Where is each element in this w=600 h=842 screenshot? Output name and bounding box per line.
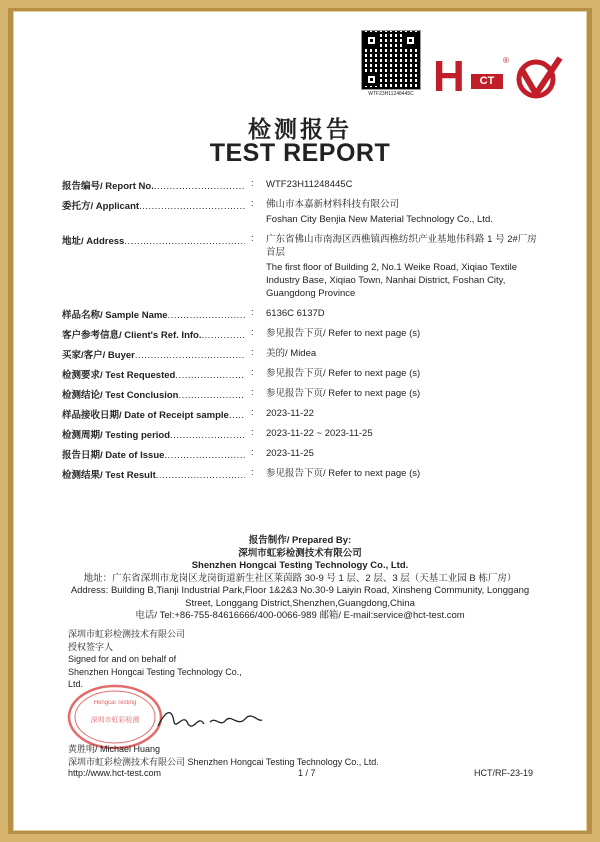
field-value: WTF23H11248445C <box>266 179 353 190</box>
field-value: 2023-11-22 ~ 2023-11-25 <box>266 428 373 439</box>
field-value: 佛山市本嘉新材料科技有限公司 Foshan City Benjia New Material Technology Co., Ltd. <box>266 199 493 225</box>
report-fields <box>62 178 542 487</box>
authorized-signatory: 授权签字人 <box>68 641 114 652</box>
sign-company-ltd: Ltd. <box>68 679 84 689</box>
field-label: 样品名称/ Sample Name ..... <box>62 307 245 321</box>
field-value: 参见报告下页/ Refer to next page (s) <box>266 388 421 399</box>
qr-code <box>361 30 421 90</box>
footer-page: 1 / 7 <box>298 768 316 778</box>
field-label: 委托方/ Applicant ..... <box>62 198 245 212</box>
prepared-address-en: Address: Building B,Tianji Industrial Park,Floor 1&2&3 No.30-9 Laiyin Road, Xinsheng Community, Longgang Street, Longgang District,Shenzhen,Guangdong,China <box>70 585 530 609</box>
prepared-address-cn: 地址：广东省深圳市龙岗区龙岗街道新生社区莱茵路 30-9 号 1 层、2 层、3 层（天基工业园 B 栋厂房） <box>83 572 517 584</box>
field-row: 报告日期/ Date of Issue ..... : 2023-11-25 <box>62 447 542 460</box>
field-value: 2023-11-22 <box>266 408 314 419</box>
field-row: 检测要求/ Test Requested ..... : 参见报告下页/ Refer to next page (s) <box>62 367 542 380</box>
title-english: TEST REPORT <box>209 139 391 167</box>
field-label: 样品接收日期/ Date of Receipt sample ..... <box>62 407 245 421</box>
field-row: 买家/客户/ Buyer ..... : 美的/ Midea <box>62 347 542 360</box>
prepared-by-block <box>14 535 586 623</box>
field-row: 检测周期/ Testing period ..... : 2023-11-22 ~ 2023-11-25 <box>62 427 542 440</box>
prepared-contact: 电话/ Tel:+86-755-84616666/400-0066-989 邮箱/ E-mail:service@hct-test.com <box>135 610 465 621</box>
field-row: 报告编号/ Report No. ..... : WTF23H11248445C <box>62 178 542 191</box>
field-row: 样品名称/ Sample Name ..... : 6136C 6137D <box>62 307 542 320</box>
field-value: 参见报告下页/ Refer to next page (s) <box>266 368 421 379</box>
svg-text:Hongcai Testing: Hongcai Testing <box>93 700 137 706</box>
footer-code: HCT/RF-23-19 <box>473 768 533 778</box>
field-row: 客户参考信息/ Client's Ref. Info. ..... : 参见报告下页/ Refer to next page (s) <box>62 327 542 340</box>
field-label: 地址/ Address ..... <box>62 233 245 247</box>
field-label: 报告日期/ Date of Issue ..... <box>62 447 245 461</box>
field-label: 报告编号/ Report No. ..... <box>62 178 245 192</box>
prepared-heading: 报告制作/ Prepared By: <box>248 535 352 546</box>
qr-caption: WTF23H11248445C <box>368 91 414 97</box>
field-value: 2023-11-25 <box>266 448 314 459</box>
field-label: 买家/客户/ Buyer ..... <box>62 347 245 361</box>
footer-url[interactable]: http://www.hct-test.com <box>68 768 162 778</box>
field-row: 检测结果/ Test Result ..... : 参见报告下页/ Refer to next page (s) <box>62 467 542 480</box>
field-value: 参见报告下页/ Refer to next page (s) <box>266 468 421 479</box>
signer-company: 深圳市虹彩检测技术有限公司 Shenzhen Hongcai Testing Technology Co., Ltd. <box>68 756 379 767</box>
field-value: 参见报告下页/ Refer to next page (s) <box>266 328 421 339</box>
signer-block <box>68 743 379 768</box>
hct-logo: H CT ® <box>433 52 509 101</box>
sign-company-en: Shenzhen Hongcai Testing Technology Co., <box>68 666 242 677</box>
prepared-company-cn: 深圳市虹彩检测技术有限公司 <box>238 547 362 559</box>
field-value: 6136C 6137D <box>266 308 325 319</box>
report-page <box>14 12 586 830</box>
field-label: 客户参考信息/ Client's Ref. Info. ..... <box>62 327 245 341</box>
field-row: 检测结论/ Test Conclusion ..... : 参见报告下页/ Refer to next page (s) <box>62 387 542 400</box>
field-value: 广东省佛山市南海区西樵镇西樵纺织产业基地伟科路 1 号 2#厂房首层 The first floor of Building 2, No.1 Weike Road, Xiqiao Textile Industry Base, Xiqiao Town, Nanhai District, Foshan City, Guangdong Province <box>266 234 537 299</box>
company-seal-stamp <box>66 682 164 752</box>
field-row: 地址/ Address ..... : 广东省佛山市南海区西樵镇西樵纺织产业基地伟科路 1 号 2#厂房首层 The first floor of Building 2, No.1 Weike Road, Xiqiao Textile Industry Base, Xiqiao Town, Nanhai District, Foshan City, Guangdong Province <box>62 233 542 300</box>
prepared-company-en: Shenzhen Hongcai Testing Technology Co., Ltd. <box>191 560 409 571</box>
sign-company-cn: 深圳市虹彩检测技术有限公司 <box>68 629 186 639</box>
certification-check-icon <box>514 52 564 102</box>
field-value: 美的/ Midea <box>266 348 317 359</box>
handwritten-signature <box>154 702 264 738</box>
field-row: 委托方/ Applicant ..... : 佛山市本嘉新材料科技有限公司 Foshan City Benjia New Material Technology Co., Ltd. <box>62 198 542 226</box>
field-label: 检测结论/ Test Conclusion ..... <box>62 387 245 401</box>
field-label: 检测要求/ Test Requested ..... <box>62 367 245 381</box>
field-row: 样品接收日期/ Date of Receipt sample ..... : 2023-11-22 <box>62 407 542 420</box>
title-chinese: 检测报告 <box>248 117 352 143</box>
signed-for: Signed for and on behalf of <box>68 654 177 664</box>
field-label: 检测结果/ Test Result ..... <box>62 467 245 481</box>
signer-name: 黄胜明/ Michael Huang <box>68 744 161 754</box>
field-label: 检测周期/ Testing period ..... <box>62 427 245 441</box>
svg-text:深圳市虹彩检测: 深圳市虹彩检测 <box>90 717 140 724</box>
